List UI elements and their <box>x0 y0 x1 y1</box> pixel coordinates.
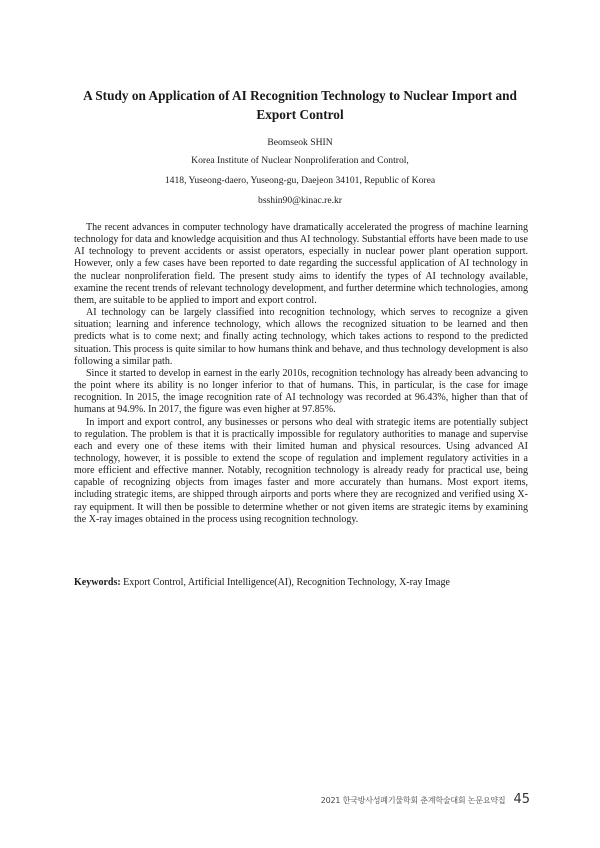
author-affiliation: Korea Institute of Nuclear Nonproliferation and Control, <box>191 155 409 166</box>
paper-title-line-1: A Study on Application of AI Recognition Technology to Nuclear Import and <box>83 88 517 103</box>
abstract-paragraph: Since it started to develop in earnest in the early 2010s, recognition technology has already been advancing to the point where its ability is no longer inferior to that of humans. This, in particular, is the case for image recognition. In 2015, the image recognition rate of AI technology was recorded at 96.43%, higher than that of humans at 94.9%. In 2017, the figure was even higher at 97.85%. <box>74 367 528 416</box>
abstract-paragraph: AI technology can be largely classified into recognition technology, which serves to recognize a given situation; learning and inference technology, which allows the recognized situation to be learned and then predicts what is to come next; and finally acting technology, which takes actions to respond to the predicted situation. This process is quite similar to how humans think and behave, and thus technology development is also following a similar path. <box>74 307 528 367</box>
author-email: bsshin90@kinac.re.kr <box>258 195 342 206</box>
page-number: 45 <box>513 792 530 807</box>
keywords-label: Keywords: <box>74 577 121 588</box>
author-address: 1418, Yuseong-daero, Yuseong-gu, Daejeon 34101, Republic of Korea <box>164 175 436 186</box>
conference-name: 2021 한국방사성폐기물학회 춘계학술대회 논문요약집 <box>320 796 506 805</box>
abstract-body <box>74 222 528 526</box>
page-footer <box>321 792 530 807</box>
paper-title-line-2: Export Control <box>256 107 344 122</box>
author-name: Beomseok SHIN <box>267 137 333 148</box>
abstract-paragraph: In import and export control, any businesses or persons who deal with strategic items are potentially subject to regulation. The problem is that it is practically impossible for regulatory authorities to manage and supervise each and every one of these items with their limited human and physical resources. Using advanced AI technology, however, it is possible to extend the scope of regulation and implement regulatory activities in a more efficient and effective manner. Notably, recognition technology is already ready for practical use, being capable of recognizing objects from images faster and more accurately than humans. Most export items, including strategic items, are shipped through airports and ports where they are recognized and verified using X-ray equipment. It will then be possible to determine whether or not given items are strategic items by examining the X-ray images obtained in the process using recognition technology. <box>74 416 528 525</box>
abstract-paragraph: The recent advances in computer technology have dramatically accelerated the progress of machine learning technology for data and knowledge acquisition and thus AI technology. Substantial efforts have been made to use AI technology to prevent accidents or assist operators, especially in nuclear power plant operation support. However, only a few cases have been reported to date regarding the successful application of AI technology in the nuclear nonproliferation field. The present study aims to identify the types of AI technology available, examine the recent trends of relevant technology development, and further determine which technologies, among them, are suitable to be applied to import and export control. <box>74 222 528 306</box>
keywords-list: Export Control, Artificial Intelligence(AI), Recognition Technology, X-ray Image <box>123 577 450 588</box>
keywords-line <box>74 577 528 589</box>
paper-title <box>60 86 540 124</box>
